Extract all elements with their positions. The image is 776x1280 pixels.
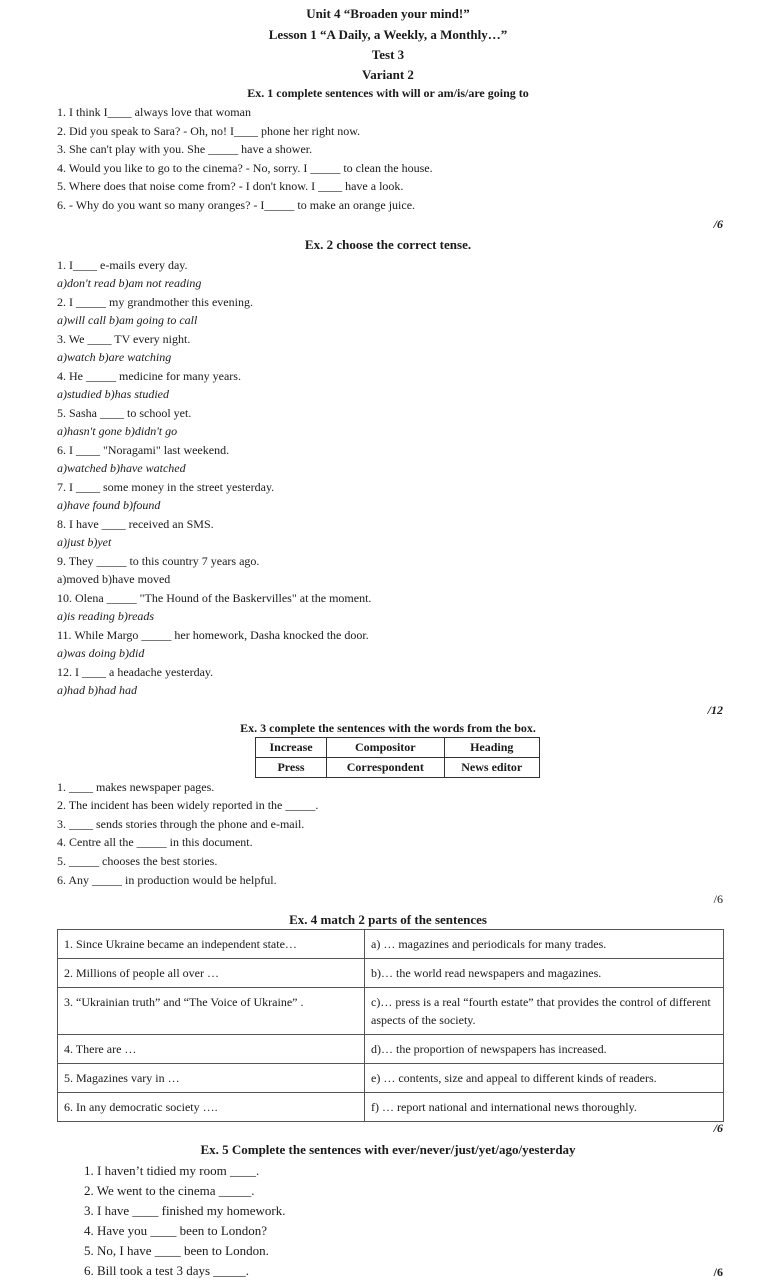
ex1-item: 1. I think I____ always love that woman (57, 105, 251, 119)
ex5-item: 1. I haven’t tidied my room ____. (84, 1163, 260, 1178)
word-box-cell: Heading (444, 738, 539, 758)
ex5-score: /6 (713, 1265, 723, 1279)
ex1-item: 5. Where does that noise come from? - I don't know. I ____ have a look. (57, 179, 404, 193)
ex2-score: /12 (707, 703, 723, 717)
ex4-title: Ex. 4 match 2 parts of the sentences (289, 912, 487, 927)
match-right: c)… press is a real “fourth estate” that provides the control of different aspects of the society. (365, 988, 724, 1035)
table-row (58, 1064, 724, 1093)
ex3-score: /6 (713, 892, 723, 906)
ex2-question: 7. I ____ some money in the street yesterday. (57, 480, 275, 494)
ex2-options: a)was doing b)did (57, 646, 145, 660)
ex2-question: 10. Olena _____ "The Hound of the Baskervilles" at the moment. (57, 591, 372, 605)
ex2-options: a)don't read b)am not reading (57, 276, 202, 290)
ex3-item: 6. Any _____ in production would be helpful. (57, 873, 277, 887)
ex2-options: a)have found b)found (57, 498, 161, 512)
match-left: 5. Magazines vary in … (58, 1064, 365, 1093)
match-table (57, 929, 724, 1122)
table-row (58, 959, 724, 988)
ex2-question: 11. While Margo _____ her homework, Dasha knocked the door. (57, 628, 369, 642)
table-row (58, 988, 724, 1035)
ex1-item: 6. - Why do you want so many oranges? - I_____ to make an orange juice. (57, 198, 416, 212)
ex1-title: Ex. 1 complete sentences with will or am/is/are going to (247, 86, 529, 100)
ex5-item: 4. Have you ____ been to London? (84, 1223, 268, 1238)
match-right: e) … contents, size and appeal to different kinds of readers. (365, 1064, 724, 1093)
ex2-options: a)watch b)are watching (57, 350, 172, 364)
ex2-question: 8. I have ____ received an SMS. (57, 517, 214, 531)
lesson-title: Lesson 1 “A Daily, a Weekly, a Monthly…” (268, 27, 508, 42)
ex3-item: 4. Centre all the _____ in this document. (57, 835, 253, 849)
ex2-question: 6. I ____ "Noragami" last weekend. (57, 443, 230, 457)
word-box-cell: News editor (444, 758, 539, 778)
ex2-options: a)watched b)have watched (57, 461, 186, 475)
ex2-question: 1. I____ e-mails every day. (57, 258, 188, 272)
match-left: 6. In any democratic society …. (58, 1093, 365, 1122)
word-box-cell: Increase (256, 738, 327, 758)
ex2-question: 4. He _____ medicine for many years. (57, 369, 241, 383)
ex3-item: 5. _____ chooses the best stories. (57, 854, 218, 868)
ex2-options: a)will call b)am going to call (57, 313, 198, 327)
ex2-options: a)moved b)have moved (57, 572, 171, 586)
ex3-item: 1. ____ makes newspaper pages. (57, 780, 215, 794)
ex5-title: Ex. 5 Complete the sentences with ever/never/just/yet/ago/yesterday (200, 1142, 576, 1157)
ex5-item: 5. No, I have ____ been to London. (84, 1243, 269, 1258)
ex5-item: 6. Bill took a test 3 days _____. (84, 1263, 250, 1278)
ex2-question: 5. Sasha ____ to school yet. (57, 406, 192, 420)
table-row (58, 1035, 724, 1064)
word-box-cell: Correspondent (327, 758, 444, 778)
ex1-item: 2. Did you speak to Sara? - Oh, no! I____ phone her right now. (57, 124, 361, 138)
ex2-question: 12. I ____ a headache yesterday. (57, 665, 214, 679)
word-box (255, 737, 540, 778)
word-box-cell: Press (256, 758, 327, 778)
match-right: f) … report national and international news thoroughly. (365, 1093, 724, 1122)
ex1-item: 4. Would you like to go to the cinema? - No, sorry. I _____ to clean the house. (57, 161, 433, 175)
ex5-item: 2. We went to the cinema _____. (84, 1183, 255, 1198)
table-row (58, 1093, 724, 1122)
match-left: 1. Since Ukraine became an independent state… (58, 930, 365, 959)
ex3-item: 3. ____ sends stories through the phone and e-mail. (57, 817, 305, 831)
ex2-question: 2. I _____ my grandmother this evening. (57, 295, 253, 309)
ex4-score: /6 (713, 1121, 723, 1135)
ex2-options: a)hasn't gone b)didn't go (57, 424, 178, 438)
match-left: 2. Millions of people all over … (58, 959, 365, 988)
ex5-item: 3. I have ____ finished my homework. (84, 1203, 286, 1218)
ex2-question: 9. They _____ to this country 7 years ago. (57, 554, 260, 568)
word-box-cell: Compositor (327, 738, 444, 758)
ex2-options: a)studied b)has studied (57, 387, 169, 401)
ex2-options: a)just b)yet (57, 535, 112, 549)
ex2-title: Ex. 2 choose the correct tense. (304, 237, 472, 252)
match-left: 4. There are … (58, 1035, 365, 1064)
ex1-score: /6 (713, 217, 723, 231)
variant-title: Variant 2 (362, 67, 414, 82)
ex3-item: 2. The incident has been widely reported in the _____. (57, 798, 319, 812)
ex2-options: a)is reading b)reads (57, 609, 155, 623)
ex1-item: 3. She can't play with you. She _____ have a shower. (57, 142, 313, 156)
match-right: b)… the world read newspapers and magazines. (365, 959, 724, 988)
ex3-title: Ex. 3 complete the sentences with the words from the box. (240, 721, 536, 735)
match-right: d)… the proportion of newspapers has increased. (365, 1035, 724, 1064)
ex2-question: 3. We ____ TV every night. (57, 332, 191, 346)
unit-title: Unit 4 “Broaden your mind!” (306, 6, 470, 21)
test-title: Test 3 (371, 47, 405, 62)
ex2-options: a)had b)had had (57, 683, 137, 697)
match-left: 3. “Ukrainian truth” and “The Voice of Ukraine” . (58, 988, 365, 1035)
match-right: a) … magazines and periodicals for many trades. (365, 930, 724, 959)
table-row (58, 930, 724, 959)
